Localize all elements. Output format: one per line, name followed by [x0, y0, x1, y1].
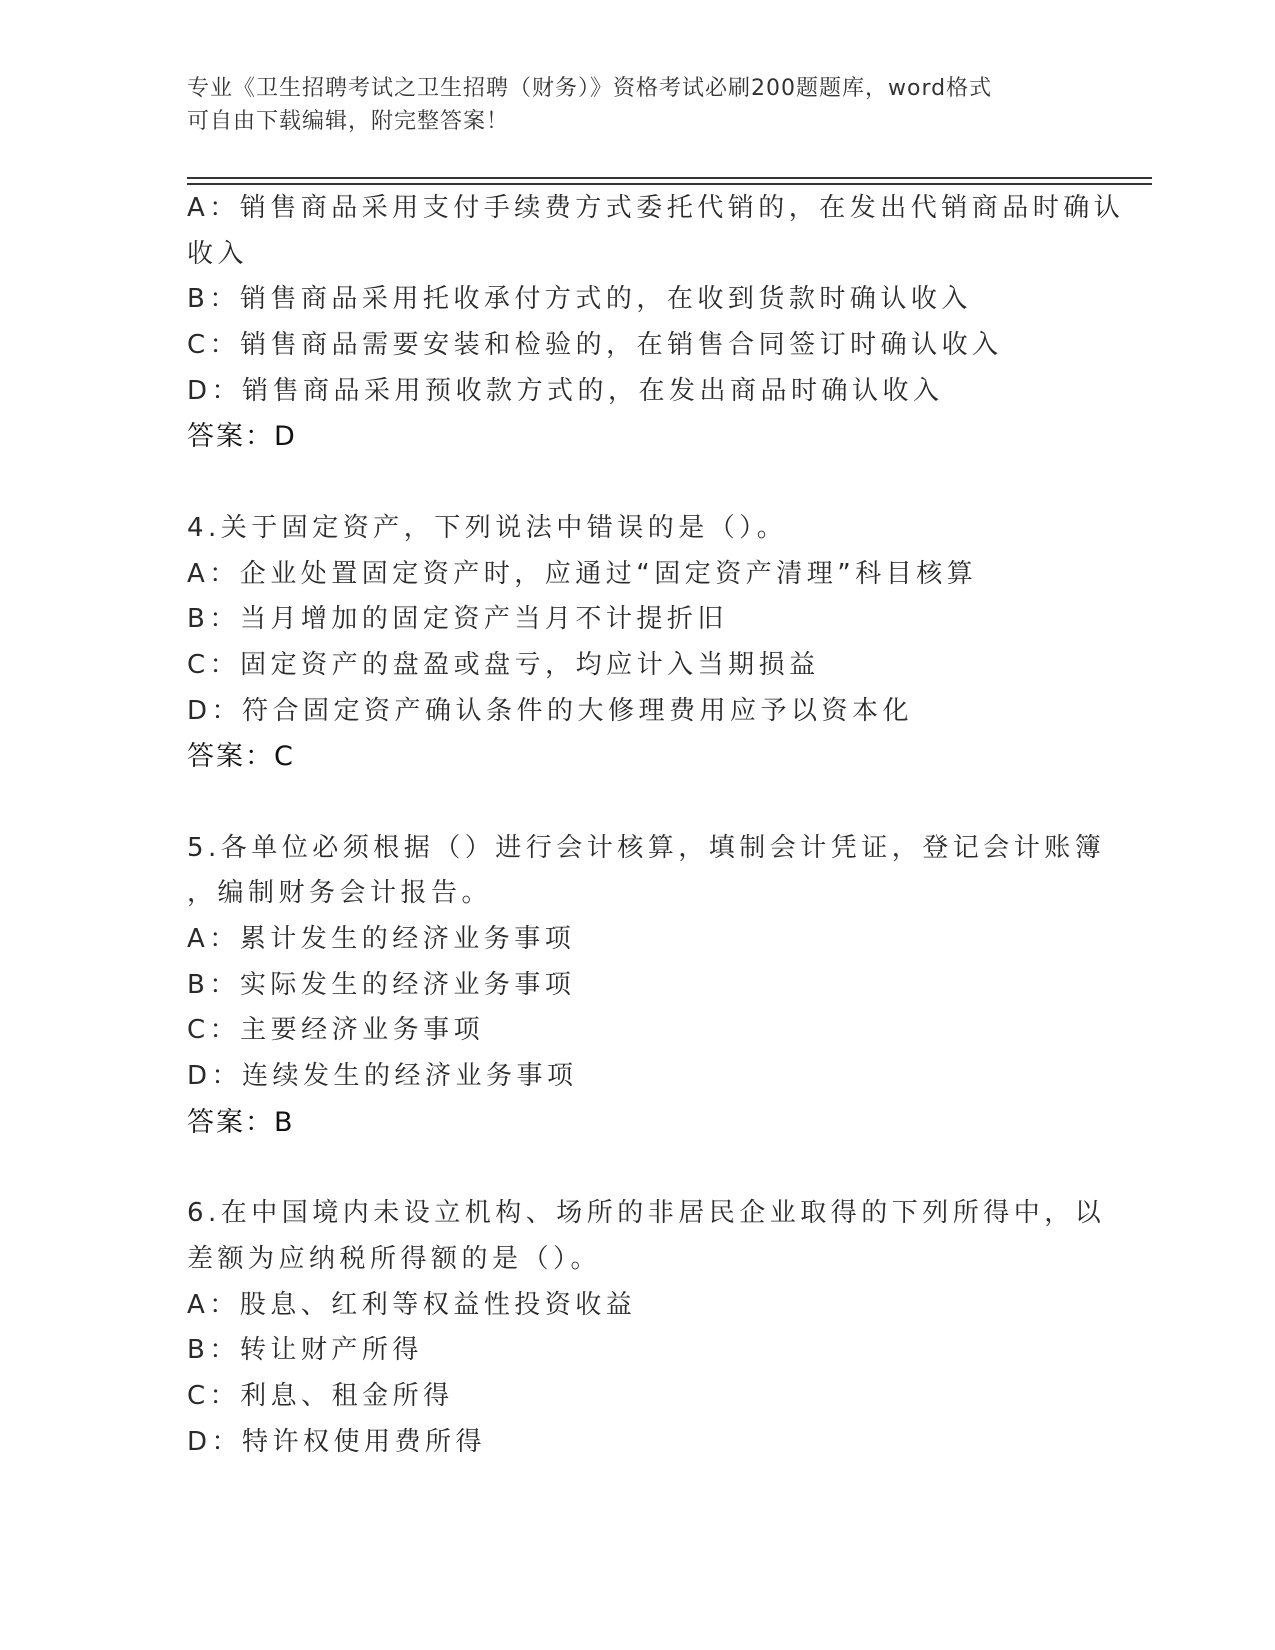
- q5-option-d: D：连续发生的经济业务事项: [187, 1061, 578, 1092]
- q3-option-a-line-2: 收入: [187, 238, 249, 269]
- header-divider-top: [187, 177, 1152, 179]
- q4-option-c: C：固定资产的盘盈或盘亏，均应计入当期损益: [187, 649, 820, 680]
- question-3-continued: [187, 186, 1125, 460]
- header-divider-bottom: [187, 183, 1152, 185]
- question-5: [187, 826, 1106, 1146]
- q6-option-c: C：利息、租金所得: [187, 1380, 454, 1411]
- document-header: [187, 72, 1067, 138]
- spacer: [187, 1145, 1087, 1191]
- header-title-line-1: 专业《卫生招聘考试之卫生招聘（财务）》资格考试必刷200题题库，word格式: [187, 76, 993, 101]
- q6-stem-line-1: 6.在中国境内未设立机构、场所的非居民企业取得的下列所得中，以: [187, 1198, 1106, 1229]
- q4-answer: 答案：C: [187, 741, 295, 773]
- q4-option-b: B：当月增加的固定资产当月不计提折旧: [187, 604, 728, 635]
- spacer: [187, 460, 1087, 506]
- q3-option-d: D：销售商品采用预收款方式的，在发出商品时确认收入: [187, 375, 944, 406]
- q6-stem-line-2: 差额为应纳税所得额的是（）。: [187, 1243, 602, 1274]
- q5-answer: 答案：B: [187, 1106, 295, 1138]
- question-4: [187, 506, 1087, 780]
- q5-option-a: A：累计发生的经济业务事项: [187, 924, 576, 954]
- q5-stem-line-1: 5.各单位必须根据（）进行会计核算，填制会计凭证，登记会计账簿: [187, 832, 1106, 863]
- q6-option-b: B：转让财产所得: [187, 1335, 423, 1366]
- q6-option-a: A：股息、红利等权益性投资收益: [187, 1289, 637, 1320]
- q3-option-b: B：销售商品采用托收承付方式的，在收到货款时确认收入: [187, 284, 972, 315]
- q3-answer: 答案：D: [187, 421, 297, 453]
- q6-option-d: D：特许权使用费所得: [187, 1426, 487, 1457]
- question-6: [187, 1191, 1106, 1465]
- header-title-line-2: 可自由下载编辑，附完整答案！: [187, 109, 510, 134]
- q5-stem-line-2: ，编制财务会计报告。: [187, 878, 493, 909]
- question-list: [187, 186, 1125, 1465]
- q3-option-a-line-1: A：销售商品采用支付手续费方式委托代销的，在发出代销商品时确认: [187, 193, 1125, 223]
- q5-option-b: B：实际发生的经济业务事项: [187, 969, 576, 1000]
- q3-option-c: C：销售商品需要安装和检验的，在销售合同签订时确认收入: [187, 330, 1003, 361]
- q5-option-c: C：主要经济业务事项: [187, 1015, 485, 1046]
- spacer: [187, 780, 1087, 826]
- q4-stem: 4.关于固定资产，下列说法中错误的是（）。: [187, 512, 788, 543]
- q4-option-d: D：符合固定资产确认条件的大修理费用应予以资本化: [187, 695, 914, 726]
- q4-option-a: A：企业处置固定资产时，应通过“固定资产清理”科目核算: [187, 558, 978, 589]
